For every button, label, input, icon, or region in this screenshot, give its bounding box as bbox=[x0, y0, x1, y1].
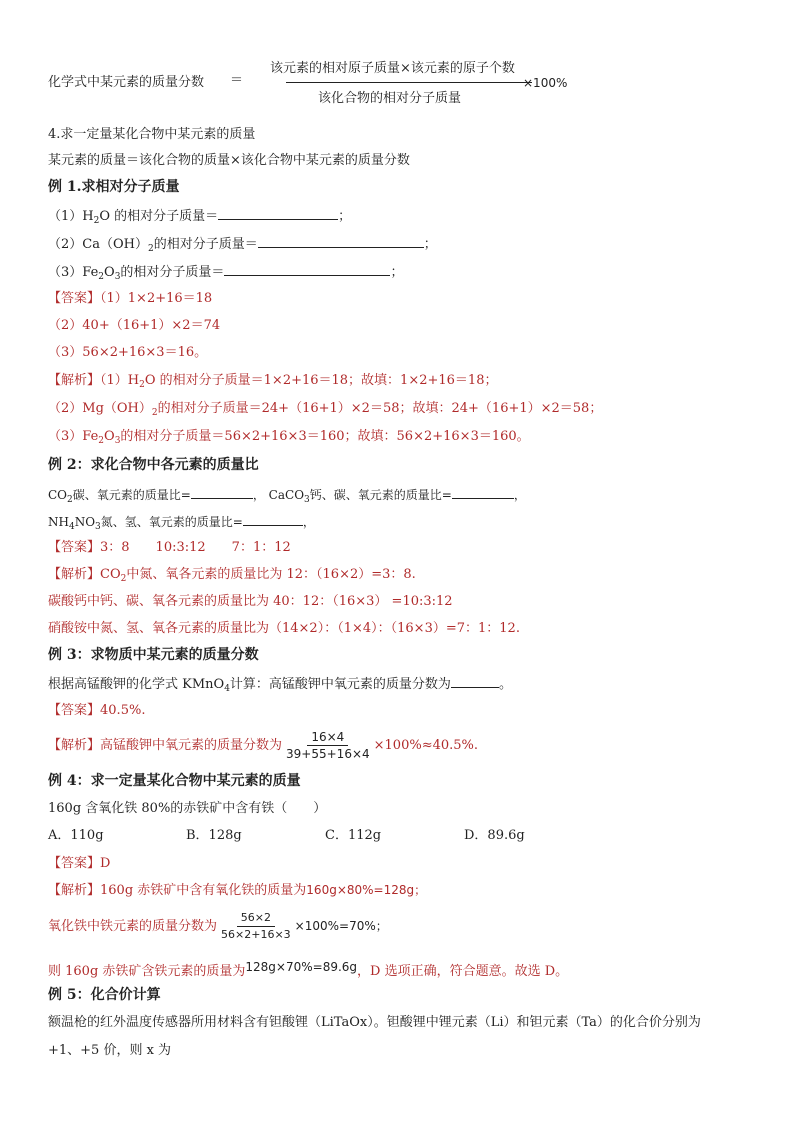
explanation-tag: 【解析】 bbox=[48, 738, 101, 753]
fraction-numerator: 56×2 bbox=[237, 910, 275, 927]
q3-text: 的相对分子质量＝ bbox=[120, 265, 225, 280]
exp3-text: 的相对分子质量＝56×2+16×3＝160；故填：56×2+16×3＝160。 bbox=[120, 429, 530, 444]
q2a-subscript-2: 3 bbox=[95, 522, 101, 532]
q-text: 计算：高锰酸钾中氧元素的质量分数为 bbox=[229, 677, 451, 692]
ex1-explanation-3 bbox=[48, 428, 530, 446]
formula-numerator: 该元素的相对原子质量×该元素的原子个数 bbox=[270, 61, 515, 76]
q2-prefix: （2）Ca（OH） bbox=[48, 237, 148, 252]
example-1-title: 例 1.求相对分子质量 bbox=[48, 179, 180, 195]
explanation-result: ×100%≈40.5%. bbox=[373, 738, 479, 753]
explanation-tag: 【解析】 bbox=[48, 373, 101, 388]
option-d[interactable]: D．89.6g bbox=[464, 828, 525, 843]
q1a-subscript: 2 bbox=[67, 495, 73, 505]
answer-text: 40.5%. bbox=[100, 703, 146, 718]
explanation-text: 高锰酸钾中氧元素的质量分数为 bbox=[100, 738, 283, 753]
answer-text: D bbox=[100, 856, 111, 871]
formula-denominator: 该化合物的相对分子质量 bbox=[318, 91, 462, 106]
explanation-text: 则 160g 赤铁矿含铁元素的质量为 bbox=[48, 964, 246, 979]
answer-blank[interactable] bbox=[243, 512, 303, 526]
answer-blank[interactable] bbox=[451, 674, 499, 688]
exp1-prefix: CO bbox=[100, 567, 121, 582]
example-4-title: 例 4：求一定量某化合物中某元素的质量 bbox=[48, 773, 301, 789]
ex1-explanation-2 bbox=[48, 400, 602, 418]
q1-prefix: （1）H bbox=[48, 209, 94, 224]
ex4-answer bbox=[48, 855, 110, 873]
answer-blank[interactable] bbox=[452, 485, 514, 499]
ex2-question-1 bbox=[48, 485, 526, 504]
q1a-end: ， bbox=[252, 488, 265, 502]
explanation-tag: 【解析】 bbox=[48, 567, 101, 582]
fraction bbox=[282, 729, 374, 762]
exp1-subscript: 2 bbox=[139, 380, 145, 390]
explanation-conclusion: ，D 选项正确，符合题意。故选 D。 bbox=[357, 964, 569, 979]
ex2-explanation-1 bbox=[48, 566, 416, 584]
q1b-end: ， bbox=[513, 488, 526, 502]
option-c[interactable]: C．112g bbox=[325, 828, 382, 843]
answer-tag: 【答案】 bbox=[48, 703, 101, 718]
ex4-explanation-3 bbox=[48, 958, 568, 981]
answer-blank[interactable] bbox=[258, 234, 424, 248]
ex1-explanation-1 bbox=[48, 372, 497, 390]
answer-blank[interactable] bbox=[224, 262, 390, 276]
mass-fraction-formula bbox=[48, 61, 748, 116]
option-b[interactable]: B．128g bbox=[186, 828, 242, 843]
q1a-formula: CO bbox=[48, 488, 68, 502]
q2-text: 的相对分子质量＝ bbox=[153, 237, 258, 252]
ex1-question-1 bbox=[48, 206, 351, 226]
q1-text: O 的相对分子质量＝ bbox=[99, 209, 219, 224]
ex2-explanation-3: 硝酸铵中氮、氢、氧各元素的质量比为（14×2）：（1×4）：（16×3）=7：1：12. bbox=[48, 621, 520, 636]
ex3-answer bbox=[48, 702, 145, 720]
exp1-subscript: 2 bbox=[120, 574, 127, 584]
formula-lhs: 化学式中某元素的质量分数 bbox=[48, 75, 205, 90]
q3-end: ； bbox=[390, 265, 404, 280]
q1-subscript: 2 bbox=[93, 216, 100, 226]
explanation-text: 160g 赤铁矿中含有氧化铁的质量为 bbox=[100, 883, 307, 898]
q2a-subscript-1: 4 bbox=[68, 522, 75, 532]
formula-equals: ＝ bbox=[230, 73, 244, 88]
exp3-mid: O bbox=[104, 429, 115, 444]
exp1-text: O 的相对分子质量＝1×2+16＝18；故填：1×2+16＝18； bbox=[144, 373, 498, 388]
q2a-formula: NH bbox=[48, 515, 69, 529]
q1b-formula: CaCO bbox=[268, 488, 305, 502]
ex4-question: 160g 含氧化铁 80%的赤铁矿中含有铁（ ） bbox=[48, 801, 327, 816]
ex4-explanation-2 bbox=[48, 908, 388, 945]
q2a-mid: NO bbox=[74, 515, 96, 529]
answer-blank[interactable] bbox=[218, 206, 338, 220]
answer-tag: 【答案】 bbox=[48, 291, 101, 306]
exp3-prefix: （3）Fe bbox=[48, 429, 99, 444]
fraction bbox=[217, 910, 295, 943]
q-subscript: 4 bbox=[224, 684, 230, 694]
q3-subscript-2: 3 bbox=[114, 272, 121, 282]
q2a-text: 氮、氢、氧元素的质量比= bbox=[100, 515, 243, 529]
fraction-denominator: 39+55+16×4 bbox=[286, 747, 370, 761]
exp3-subscript-1: 2 bbox=[98, 436, 105, 446]
explanation-result: ×100%=70%； bbox=[294, 919, 388, 933]
q2-subscript: 2 bbox=[147, 244, 154, 254]
ex2-answer bbox=[48, 539, 291, 557]
fraction-numerator: 16×4 bbox=[307, 729, 348, 746]
ex1-question-3 bbox=[48, 262, 403, 282]
fraction-denominator: 56×2+16×3 bbox=[221, 928, 291, 941]
section-4-title: 4.求一定量某化合物中某元素的质量 bbox=[48, 127, 256, 142]
q3-mid: O bbox=[104, 265, 115, 280]
ex5-question-line-2: +1、+5 价，则 x 为 bbox=[48, 1043, 172, 1058]
example-3-title: 例 3：求物质中某元素的质量分数 bbox=[48, 647, 259, 663]
q3-subscript-1: 2 bbox=[98, 272, 105, 282]
q1b-text: 钙、碳、氧元素的质量比= bbox=[309, 488, 452, 502]
exp2-prefix: （2）Mg（OH） bbox=[48, 401, 152, 416]
q-prefix: 根据高锰酸钾的化学式 KMnO bbox=[48, 677, 225, 692]
ex1-question-2 bbox=[48, 234, 437, 254]
answer-tag: 【答案】 bbox=[48, 856, 101, 871]
explanation-text: 氧化铁中铁元素的质量分数为 bbox=[48, 919, 218, 934]
ex3-explanation bbox=[48, 728, 478, 764]
ex3-question bbox=[48, 674, 512, 694]
exp2-subscript: 2 bbox=[151, 408, 158, 418]
formula-suffix: ×100% bbox=[523, 76, 568, 90]
answer-tag: 【答案】 bbox=[48, 540, 101, 555]
explanation-tag: 【解析】 bbox=[48, 883, 101, 898]
ex1-answer-3: （3）56×2+16×3＝16。 bbox=[48, 345, 208, 360]
ex5-question-line-1: 额温枪的红外温度传感器所用材料含有钽酸锂（LiTaOx）。钽酸锂中锂元素（Li）和钽元素（Ta）的化合价分别为 bbox=[48, 1015, 701, 1030]
answer-blank[interactable] bbox=[191, 485, 253, 499]
exp1-prefix: （1）H bbox=[100, 373, 140, 388]
example-2-title: 例 2：求化合物中各元素的质量比 bbox=[48, 457, 259, 473]
q2-end: ； bbox=[423, 237, 437, 252]
exp2-text: 的相对分子质量＝24+（16+1）×2＝58；故填：24+（16+1）×2＝58； bbox=[157, 401, 603, 416]
option-a[interactable]: A．110g bbox=[48, 828, 104, 843]
q3-prefix: （3）Fe bbox=[48, 265, 99, 280]
q2-end: ， bbox=[302, 515, 315, 529]
example-5-title: 例 5：化合价计算 bbox=[48, 987, 161, 1003]
ex1-answer-1 bbox=[48, 290, 212, 308]
ex2-question-2 bbox=[48, 512, 315, 531]
answer-text: 3：8 10:3:12 7：1：12 bbox=[100, 540, 291, 555]
q1a-text: 碳、氧元素的质量比= bbox=[72, 488, 191, 502]
ex1-answer-2: （2）40+（16+1）×2＝74 bbox=[48, 318, 221, 333]
explanation-value: 160g×80%=128g； bbox=[306, 883, 427, 897]
ex4-explanation-1 bbox=[48, 881, 426, 900]
exp1-text: 中氮、氧各元素的质量比为 12：（16×2）=3：8. bbox=[126, 567, 416, 582]
section-4-formula: 某元素的质量＝该化合物的质量×该化合物中某元素的质量分数 bbox=[48, 153, 410, 168]
exp3-subscript-2: 3 bbox=[114, 436, 121, 446]
explanation-value: 128g×70%=89.6g bbox=[245, 960, 358, 974]
ex2-explanation-2: 碳酸钙中钙、碳、氧各元素的质量比为 40：12：（16×3） =10:3:12 bbox=[48, 594, 453, 609]
q-end: 。 bbox=[498, 677, 512, 692]
fraction-bar bbox=[286, 82, 532, 83]
q1-end: ； bbox=[338, 209, 352, 224]
q1b-subscript: 3 bbox=[304, 495, 310, 505]
answer-text: （1）1×2+16＝18 bbox=[100, 291, 213, 306]
